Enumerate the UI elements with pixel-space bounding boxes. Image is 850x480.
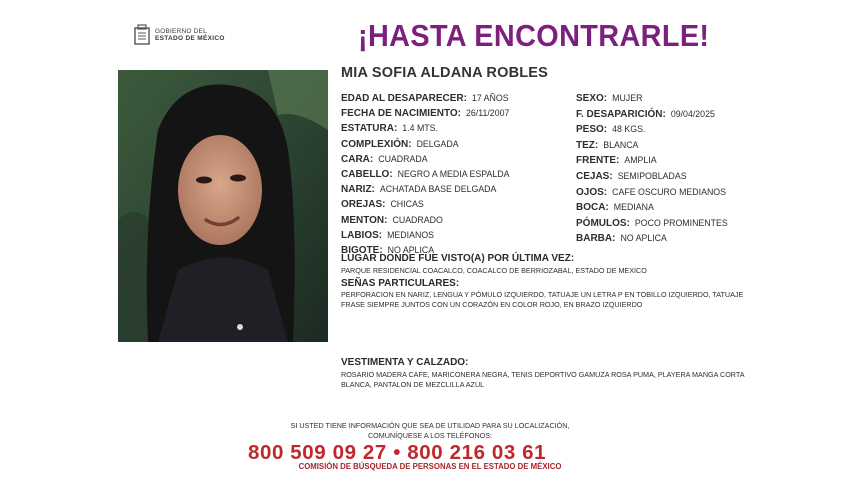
right-field-row bbox=[576, 202, 654, 213]
field-value: CUADRADA bbox=[378, 153, 428, 164]
field-label: BOCA: bbox=[576, 202, 609, 214]
field-label: LABIOS: bbox=[341, 229, 383, 241]
field-label: SEXO: bbox=[576, 93, 608, 104]
left-field-row bbox=[341, 215, 443, 226]
info-note-line-2: COMUNÍQUESE A LOS TELÉFONOS: bbox=[367, 431, 493, 440]
field-label: COMPLEXIÓN: bbox=[341, 138, 412, 150]
right-field-row bbox=[576, 93, 642, 104]
portrait-image bbox=[118, 70, 328, 342]
field-label: EDAD AL DESAPARECER: bbox=[341, 93, 467, 104]
field-value: CUADRADO bbox=[392, 214, 443, 225]
right-field-row bbox=[576, 187, 726, 198]
clothing-line-2: BLANCA, PANTALON DE MEZCLILLA AZUL bbox=[341, 380, 485, 389]
field-value: SEMIPOBLADAS bbox=[617, 171, 687, 181]
marks-title: SEÑAS PARTICULARES: bbox=[341, 278, 460, 289]
left-field-row bbox=[341, 154, 428, 165]
field-value: MEDIANA bbox=[613, 202, 654, 213]
field-value: AMPLIA bbox=[624, 155, 657, 166]
right-field-row bbox=[576, 124, 645, 135]
field-value: DELGADA bbox=[416, 138, 459, 149]
field-value: NO APLICA bbox=[387, 245, 435, 255]
field-value: MUJER bbox=[612, 93, 643, 103]
left-field-row bbox=[341, 230, 434, 241]
field-value: CAFE OSCURO MEDIANOS bbox=[612, 186, 727, 197]
logo-line-2: ESTADO DE MÉXICO bbox=[155, 35, 225, 42]
field-label: MENTON: bbox=[341, 214, 388, 226]
field-label: FRENTE: bbox=[576, 155, 620, 167]
field-label: FECHA DE NACIMIENTO: bbox=[341, 108, 461, 120]
field-value: POCO PROMINENTES bbox=[634, 217, 728, 228]
field-value: BLANCA bbox=[603, 139, 639, 150]
left-field-row bbox=[341, 108, 509, 119]
field-value: 09/04/2025 bbox=[670, 108, 715, 119]
field-label: PÓMULOS: bbox=[576, 217, 630, 229]
right-field-row bbox=[576, 155, 657, 166]
field-label: OREJAS: bbox=[341, 199, 386, 211]
right-field-row bbox=[576, 109, 715, 120]
left-field-row bbox=[341, 123, 438, 134]
right-field-row bbox=[576, 171, 687, 182]
right-field-row bbox=[576, 218, 728, 229]
clothing-title: VESTIMENTA Y CALZADO: bbox=[341, 357, 469, 368]
field-label: ESTATURA: bbox=[341, 123, 398, 135]
field-value: 1.4 MTS. bbox=[402, 123, 438, 134]
field-value: NEGRO A MEDIA ESPALDA bbox=[397, 169, 510, 179]
field-label: F. DESAPARICIÓN: bbox=[576, 108, 666, 120]
field-label: NARIZ: bbox=[341, 184, 375, 196]
field-label: BARBA: bbox=[576, 233, 616, 245]
left-field-row bbox=[341, 169, 509, 180]
field-label: OJOS: bbox=[576, 186, 608, 198]
headline: ¡HASTA ENCONTRARLE! bbox=[358, 18, 710, 53]
missing-person-photo bbox=[118, 70, 328, 342]
last-seen-location: PARQUE RESIDENCIAL COACALCO, COACALCO DE BERRIOZABAL, ESTADO DE MEXICO bbox=[341, 266, 647, 275]
marks-line-1: PERFORACION EN NARIZ, LENGUA Y PÓMULO IZQUIERDO, TATUAJE UN LETRA P EN TOBILLO IZQUIERDO, TATUAJE bbox=[341, 290, 744, 299]
logo-line-1: GOBIERNO DEL bbox=[155, 27, 207, 35]
field-value: CHICAS bbox=[390, 199, 424, 210]
field-value: 26/11/2007 bbox=[466, 108, 510, 119]
person-name: MIA SOFIA ALDANA ROBLES bbox=[341, 65, 549, 81]
left-field-row bbox=[341, 139, 459, 150]
right-field-row bbox=[576, 140, 638, 151]
left-field-row bbox=[341, 199, 424, 210]
state-emblem-icon bbox=[133, 24, 151, 46]
marks-line-2: FRASE SIEMPRE JUNTOS CON UN CORAZÓN EN COLOR ROJO, EN BRAZO IZQUIERDO bbox=[341, 300, 643, 309]
info-note-line-1: SI USTED TIENE INFORMACIÓN QUE SEA DE UTILIDAD PARA SU LOCALIZACIÓN, bbox=[290, 421, 570, 430]
right-field-row bbox=[576, 233, 667, 244]
field-label: PESO: bbox=[576, 124, 608, 136]
last-seen-title: LUGAR DONDE FUE VISTO(A) POR ÚLTIMA VEZ: bbox=[341, 253, 575, 264]
government-logo bbox=[133, 24, 225, 46]
field-value: NO APLICA bbox=[620, 233, 667, 244]
field-value: MEDIANOS bbox=[387, 229, 435, 240]
field-label: TEZ: bbox=[576, 139, 599, 151]
field-label: BIGOTE: bbox=[341, 245, 383, 256]
commission-name: COMISIÓN DE BÚSQUEDA DE PERSONAS EN EL ESTADO DE MÉXICO bbox=[298, 462, 562, 471]
field-label: CEJAS: bbox=[576, 171, 613, 182]
field-label: CARA: bbox=[341, 153, 374, 165]
field-value: 48 KGS. bbox=[612, 124, 646, 135]
clothing-line-1: ROSARIO MADERA CAFE, MARICONERA NEGRA, TENIS DEPORTIVO GAMUZA ROSA PUMA, PLAYERA MANGA CORTA bbox=[341, 370, 745, 379]
field-label: CABELLO: bbox=[341, 169, 393, 180]
left-field-row bbox=[341, 93, 509, 104]
contact-phones: 800 509 09 27 • 800 216 03 61 bbox=[248, 441, 547, 464]
field-value: ACHATADA BASE DELGADA bbox=[379, 184, 497, 195]
left-field-row bbox=[341, 184, 496, 195]
field-value: 17 AÑOS bbox=[471, 93, 509, 103]
